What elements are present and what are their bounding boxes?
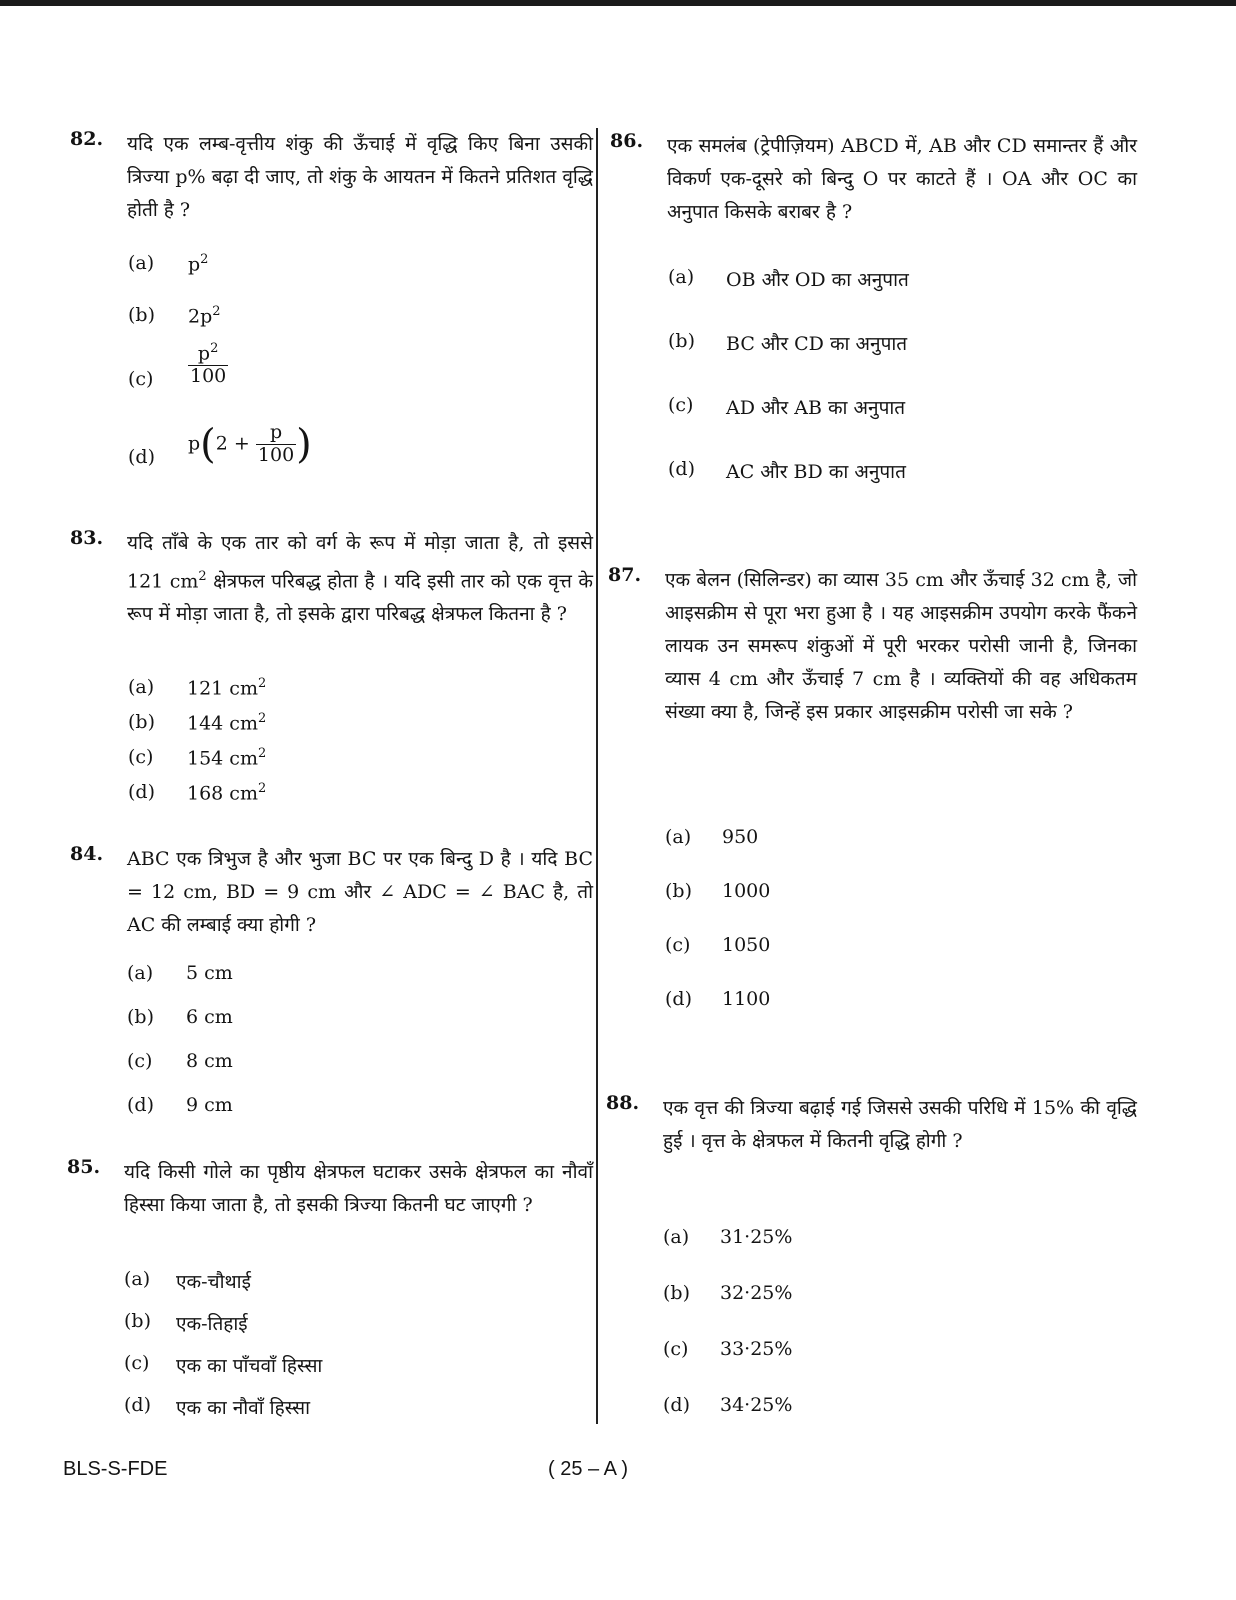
option-label: (a) [668,266,695,288]
option-label: (d) [128,446,155,468]
option-label: (c) [128,368,154,390]
option-a[interactable] [665,826,759,848]
question-text: एक वृत्त की त्रिज्या बढ़ाई गई जिससे उसकी परिधि में 15% की वृद्धि हुई । वृत्त के क्षेत्रफल में कितनी वृद्धि होगी ? [663,1097,1137,1152]
option-label: (b) [124,1310,151,1332]
option-value: OB और OD का अनुपात [726,269,909,291]
option-b[interactable] [124,1310,248,1335]
option-label: (c) [127,1050,153,1072]
exponent: 2 [257,746,267,761]
option-label: (c) [668,394,694,416]
question-text-part2: क्षेत्रफल परिबद्ध होता है । यदि इसी तार को एक वृत्त के रूप में मोड़ा जाता है, तो इसके द्वारा परिबद्ध क्षेत्रफल कितना है ? [127,570,593,626]
option-d[interactable] [128,781,267,805]
option-value: BC और CD का अनुपात [726,333,908,355]
fraction [188,342,228,388]
footer-code: BLS-S-FDE [63,1458,168,1480]
exponent: 2 [200,252,209,267]
option-value: 33·25% [720,1338,793,1360]
option-value: 6 cm [186,1006,233,1028]
option-c[interactable] [128,746,267,770]
option-value: 32·25% [720,1282,793,1304]
question-number: 84. [70,843,104,865]
option-d[interactable] [665,988,771,1010]
option-value: 34·25% [720,1394,793,1416]
exponent: 2 [257,781,267,796]
option-b[interactable] [663,1282,793,1304]
option-value: एक-तिहाई [176,1313,248,1335]
option-c[interactable] [668,394,906,419]
option-prefix: p [188,432,201,455]
option-label: (d) [127,1094,154,1116]
option-d[interactable] [124,1394,311,1419]
left-paren: ( [200,421,216,468]
top-border [0,0,1236,6]
exponent: 2 [212,304,221,319]
option-c[interactable] [665,934,771,956]
right-paren: ) [296,421,312,468]
question-text: एक समलंब (ट्रेपीज़ियम) ABCD में, AB और CD समान्तर हैं और विकर्ण एक-दूसरे को बिन्दु O पर काटते हैं । OA और OC का अनुपात किसके बराबर है ? [667,135,1137,223]
option-label: (a) [663,1226,690,1248]
option-label: (b) [128,304,155,326]
option-value: AC और BD का अनुपात [726,461,906,483]
column-divider [596,128,598,1424]
option-label: (c) [663,1338,689,1360]
page-number: ( 25 – A ) [548,1458,629,1480]
exponent: 2 [257,711,267,726]
option-value: 9 cm [186,1094,233,1116]
exponent: 2 [198,569,207,584]
option-value: 144 cm [187,712,258,735]
option-b[interactable] [128,711,267,735]
option-label: (c) [128,746,154,768]
option-label: (d) [128,781,155,803]
option-label: (b) [128,711,155,733]
option-value: एक का पाँचवाँ हिस्सा [176,1355,323,1377]
option-label: (b) [665,880,692,902]
option-d[interactable] [663,1394,793,1416]
question-number: 88. [606,1092,640,1114]
option-d[interactable] [127,1094,233,1116]
option-a[interactable] [668,266,909,291]
exponent: 2 [257,676,267,691]
option-a[interactable] [128,676,267,700]
option-label: (c) [665,934,691,956]
option-d[interactable] [668,458,906,483]
option-a[interactable] [128,252,209,276]
option-value: 1050 [722,934,771,956]
option-label: (d) [663,1394,690,1416]
option-label: (a) [124,1268,151,1290]
option-label: (b) [668,330,695,352]
option-label: (a) [128,676,155,698]
question-number: 83. [70,527,104,549]
option-value: 8 cm [186,1050,233,1072]
option-value: 5 cm [186,962,233,984]
option-value: 168 cm [187,782,258,805]
option-label: (d) [668,458,695,480]
fraction-denominator: 100 [190,365,227,388]
option-b[interactable] [668,330,908,355]
option-label: (b) [663,1282,690,1304]
question-text-part1: यदि ताँबे के एक तार को वर्ग के रूप में मोड़ा जाता है, तो इससे 121 cm [127,532,593,593]
option-value: एक का नौवाँ हिस्सा [176,1397,311,1419]
question-text: यदि एक लम्ब-वृत्तीय शंकु की ऊँचाई में वृद्धि किए बिना उसकी त्रिज्या p% बढ़ा दी जाए, तो शंकु के आयतन में कितने प्रतिशत वृद्धि होती है ? [127,133,593,221]
option-a[interactable] [124,1268,251,1293]
option-inner: 2 + [215,432,250,455]
option-d[interactable] [128,421,312,468]
option-value: 154 cm [187,747,258,770]
option-value: 2p [188,305,213,328]
question-text: एक बेलन (सिलिन्डर) का व्यास 35 cm और ऊँचाई 32 cm है, जो आइसक्रीम से पूरा भरा हुआ है । यह आइसक्रीम उपयोग करके फैंकने लायक उन समरूप शंकुओं में पूरी भरकर परोसी जानी है, जिनका व्यास 4 cm और ऊँचाई 7 cm है । व्यक्तियों की वह अधिकतम संख्या क्या है, जिन्हें इस प्रकार आइसक्रीम परोसी जा सके ? [665,569,1137,723]
option-c[interactable] [128,341,227,390]
option-value: 121 cm [187,677,258,700]
fraction-denominator: 100 [257,443,295,466]
option-label: (a) [128,252,155,274]
option-c[interactable] [663,1338,793,1360]
option-value: 1100 [722,988,771,1010]
question-number: 85. [67,1156,101,1178]
question-number: 86. [610,130,644,152]
question-number: 87. [608,564,642,586]
option-b[interactable] [665,880,771,902]
exponent: 2 [210,341,219,356]
option-c[interactable] [124,1352,323,1377]
option-b[interactable] [128,304,221,328]
option-label: (a) [127,962,154,984]
option-value: AD और AB का अनुपात [726,397,906,419]
option-value: 31·25% [720,1226,793,1248]
fraction-numerator: p [256,422,296,445]
option-b[interactable] [127,1006,233,1028]
option-value: p [188,253,201,276]
option-c[interactable] [127,1050,233,1072]
question-number: 82. [70,128,104,150]
option-value: 1000 [722,880,771,902]
option-value: 950 [722,826,759,848]
option-label: (d) [124,1394,151,1416]
question-text: ABC एक त्रिभुज है और भुजा BC पर एक बिन्दु D है । यदि BC = 12 cm, BD = 9 cm और ∠ ADC = ∠ BAC है, तो AC की लम्बाई क्या होगी ? [127,848,593,936]
option-label: (c) [124,1352,150,1374]
question-text: यदि किसी गोले का पृष्ठीय क्षेत्रफल घटाकर उसके क्षेत्रफल का नौवाँ हिस्सा किया जाता है, तो इसकी त्रिज्या कितनी घट जाएगी ? [124,1161,593,1216]
option-label: (b) [127,1006,154,1028]
option-label: (d) [665,988,692,1010]
question-text [127,527,593,631]
option-value: एक-चौथाई [176,1271,251,1293]
fraction [256,422,296,467]
fraction-numerator: p [197,342,211,365]
option-label: (a) [665,826,692,848]
option-a[interactable] [127,962,233,984]
option-a[interactable] [663,1226,793,1248]
